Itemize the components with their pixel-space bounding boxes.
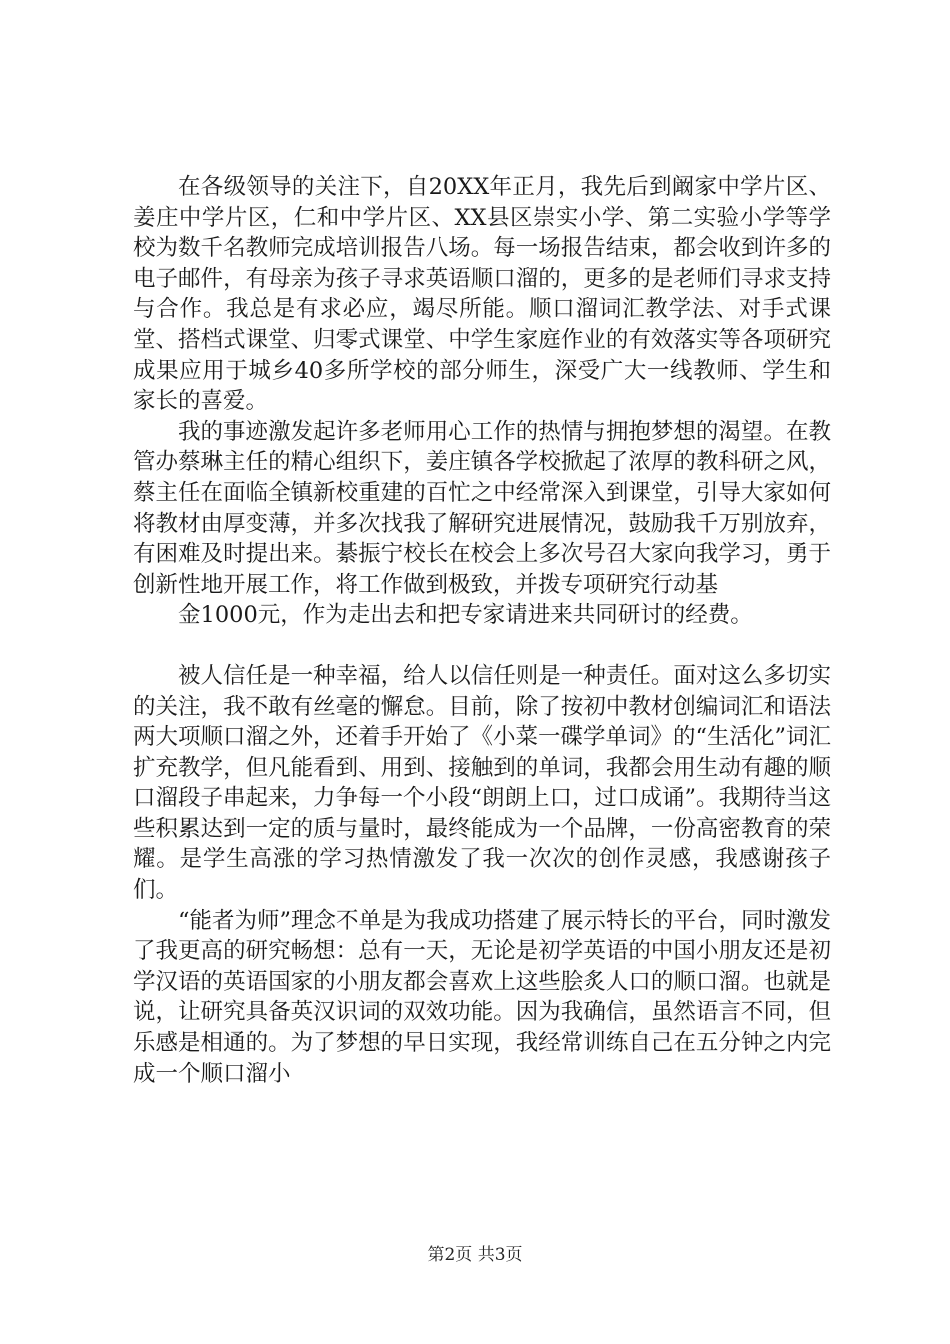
page-number-footer: 第2页 共3页 (427, 1245, 523, 1265)
paragraph-training-reports: 在各级领导的关注下，自20XX年正月，我先后到阚家中学片区、姜庄中学片区，仁和中学片区、XX县区崇实小学、第二实验小学等学校为数千名教师完成培训报告八场。每一场报告结束，都会收到许多的电子邮件，有母亲为孩子寻求英语顺口溜的，更多的是老师们寻求支持与合作。我总是有求必应，竭尽所能。顺口溜词汇教学法、对手式课堂、搭档式课堂、归零式课堂、中学生家庭作业的有效落实等各项研究成果应用于城乡40多所学校的部分师生，深受广大一线教师、学生和家长的喜爱。 (133, 174, 831, 415)
paragraph-trust-responsibility: 被人信任是一种幸福，给人以信任则是一种责任。面对这么多切实的关注，我不敢有丝毫的懈怠。目前，除了按初中教材创编词汇和语法两大项顺口溜之外，还着手开始了《小菜一碟学单词》的“生活化”词汇扩充教学，但凡能看到、用到、接触到的单词，我都会用生动有趣的顺口溜段子串起来，力争每一个小段“朗朗上口，过口成诵”。我期待当这些积累达到一定的质与量时，最终能成为一个品牌，一份高密教育的荣耀。是学生高涨的学习热情激发了我一次次的创作灵感，我感谢孩子们。 (133, 662, 832, 904)
paragraph-research-funding: 金1000元，作为走出去和把专家请进来共同研讨的经费。 (178, 602, 753, 629)
paragraph-research-vision: “能者为师”理念不单是为我成功搭建了展示特长的平台，同时激发了我更高的研究畅想：总有一天，无论是初学英语的中国小朋友还是初学汉语的英语国家的小朋友都会喜欢上这些脍炙人口的顺口溜。也就是说，让研究具备英汉识词的双效功能。因为我确信，虽然语言不同，但乐感是相通的。为了梦想的早日实现，我经常训练自己在五分钟之内完成一个顺口溜小 (133, 907, 832, 1087)
document-body (133, 172, 831, 1089)
paragraph-inspiring-teachers: 我的事迹激发起许多老师用心工作的热情与拥抱梦想的渴望。在教管办蔡琳主任的精心组织下，姜庄镇各学校掀起了浓厚的教科研之风，蔡主任在面临全镇新校重建的百忙之中经常深入到课堂，引导大家如何将教材由厚变薄，并多次找我了解研究进展情况，鼓励我千万别放弃，有困难及时提出来。綦振宁校长在校会上多次号召大家向我学习，勇于创新性地开展工作，将工作做到极致，并拨专项研究行动基 (133, 418, 831, 598)
